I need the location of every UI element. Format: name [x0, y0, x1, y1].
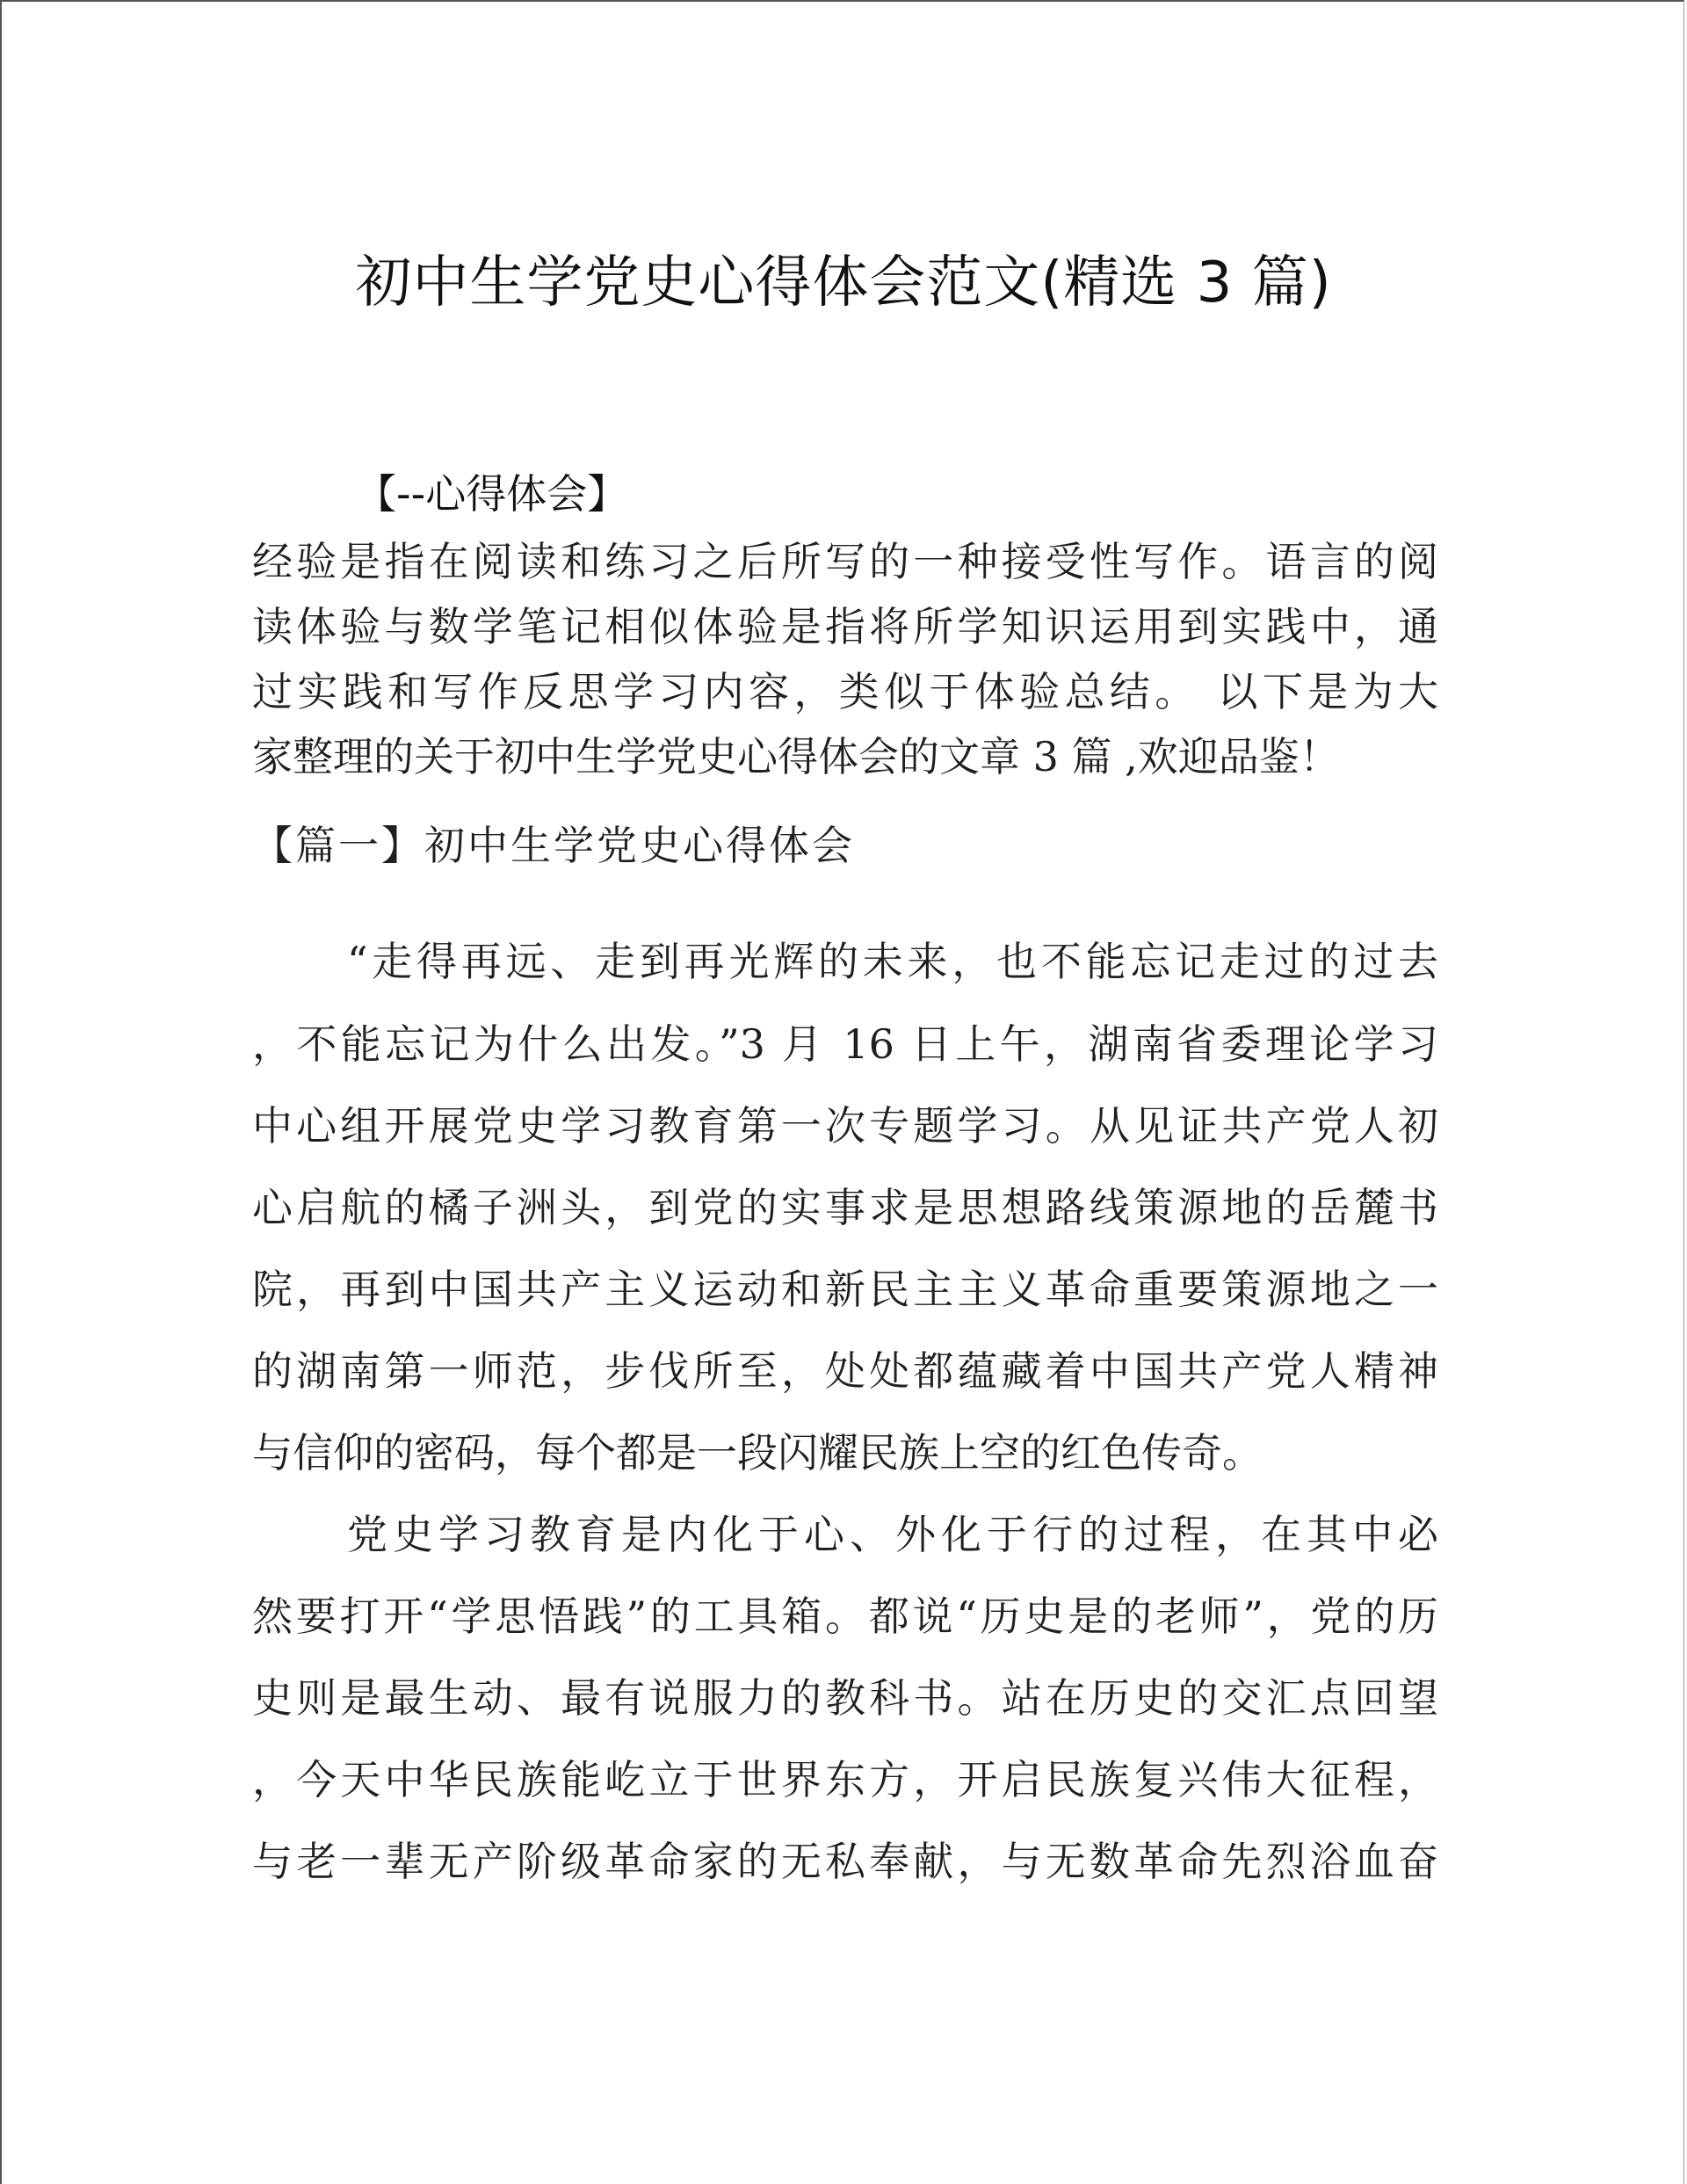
paragraph-line: 与信仰的密码，每个都是一段闪耀民族上空的红色传奇。: [252, 1429, 1263, 1477]
paragraph-line: 院，再到中国共产主义运动和新民主主义革命重要策源地之一: [252, 1266, 1438, 1313]
paragraph-line: 然要打开“学思悟践”的工具箱。都说“历史是的老师”，党的历: [252, 1593, 1438, 1640]
paragraph-line: 与老一辈无产阶级革命家的无私奉献，与无数革命先烈浴血奋: [252, 1838, 1438, 1885]
document-title: 初中生学党史心得体会范文(精选 3 篇): [355, 250, 1332, 316]
paragraph-line: ，今天中华民族能屹立于世界东方，开启民族复兴伟大征程，: [252, 1756, 1438, 1803]
paragraph-line: 中心组开展党史学习教育第一次专题学习。从见证共产党人初: [252, 1102, 1438, 1150]
paragraph-line: 党史学习教育是内化于心、外化于行的过程，在其中必: [347, 1511, 1438, 1558]
intro-line: 经验是指在阅读和练习之后所写的一种接受性写作。语言的阅: [252, 538, 1438, 585]
category-tag: 【--心得体会】: [356, 470, 628, 518]
intro-line: 读体验与数学笔记相似体验是指将所学知识运用到实践中，通: [252, 603, 1438, 650]
paragraph-line: ，不能忘记为什么出发。”3 月 16 日上午，湖南省委理论学习: [252, 1020, 1438, 1068]
paragraph-line: 史则是最生动、最有说服力的教科书。站在历史的交汇点回望: [252, 1674, 1438, 1722]
paragraph-line: 心启航的橘子洲头，到党的实事求是思想路线策源地的岳麓书: [252, 1184, 1438, 1231]
paragraph-line: “走得再远、走到再光辉的未来，也不能忘记走过的过去: [347, 938, 1438, 985]
intro-line: 家整理的关于初中生学党史心得体会的文章 3 篇 ,欢迎品鉴！: [252, 733, 1340, 780]
intro-line: 过实践和写作反思学习内容，类似于体验总结。 以下是为大: [252, 668, 1438, 715]
section-heading: 【篇一】初中生学党史心得体会: [252, 822, 855, 869]
paragraph-line: 的湖南第一师范，步伐所至，处处都蕴藏着中国共产党人精神: [252, 1347, 1438, 1395]
